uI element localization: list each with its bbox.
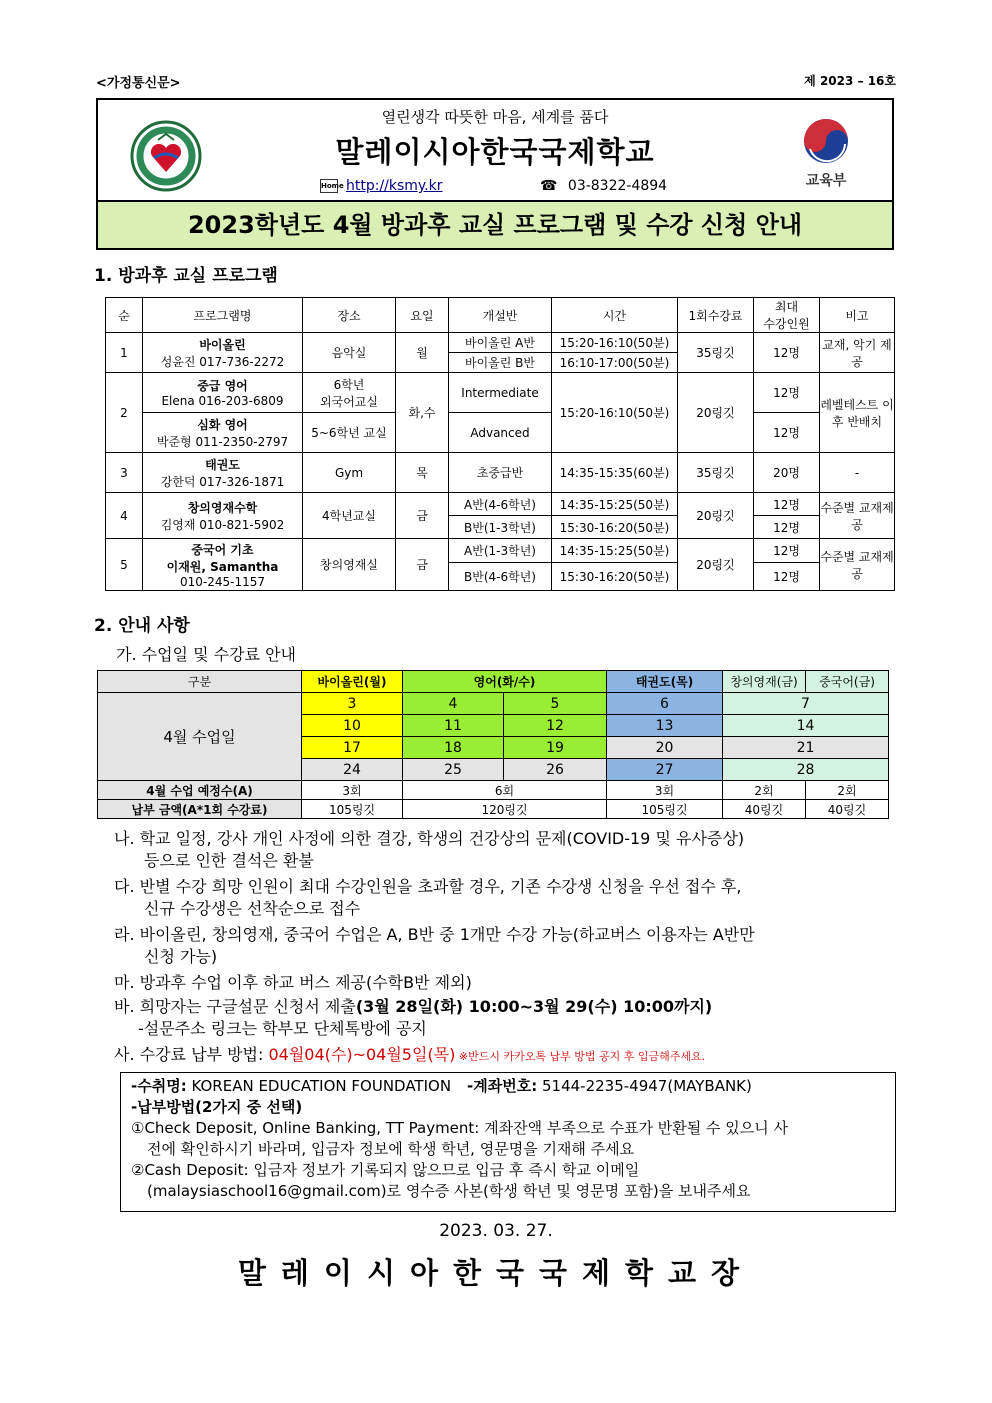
table-row: B반(1-3학년) 15:30-16:20(50분) 12명 <box>106 516 895 539</box>
schedule-week-row: 4월 수업일 3 4 5 6 7 <box>98 693 889 715</box>
schedule-week-row: 10 11 12 13 14 <box>98 715 889 737</box>
subsection-a: 가. 수업일 및 수강료 안내 <box>116 645 296 664</box>
schedule-week-row: 24 25 26 27 28 <box>98 759 889 781</box>
phone-number: 03-8322-4894 <box>567 178 668 194</box>
col-day: 요일 <box>396 298 449 333</box>
table-row: 바이올린 B반 16:10-17:00(50분) <box>106 353 895 373</box>
col-max: 최대 수강인원 <box>754 298 820 333</box>
col-time: 시간 <box>552 298 678 333</box>
col-class: 개설반 <box>449 298 552 333</box>
table-row: 심화 영어 박준형 011-2350-2797 5~6학년 교실 Advanced 12명 <box>106 413 895 453</box>
table-header-row <box>106 298 895 333</box>
col-name: 프로그램명 <box>143 298 303 333</box>
table-row: 3 태권도 강한덕 017-326-1871 Gym 목 초중급반 14:35-15:35(60분) 35링깃 20명 - <box>106 453 895 493</box>
note-ma: 마. 방과후 수업 이후 하교 버스 제공(수학B반 제외) <box>114 973 472 992</box>
col-place: 장소 <box>303 298 396 333</box>
phone-icon: ☎ <box>540 178 558 194</box>
school-name: 말레이시아한국국제학교 <box>335 135 655 169</box>
col-fee: 1회수강료 <box>678 298 754 333</box>
payment-option-2: ②Cash Deposit: 입금자 정보가 기록되지 않으므로 입금 후 즉시 학교 이메일 <box>131 1161 640 1179</box>
doc-type-label: <가정통신문> <box>96 76 181 91</box>
phone-contact <box>540 178 667 194</box>
program-table <box>105 297 895 591</box>
page-title: 2023학년도 4월 방과후 교실 프로그램 및 수강 신청 안내 <box>96 202 894 250</box>
col-no: 순 <box>106 298 143 333</box>
schedule-week-row: 17 18 19 20 21 <box>98 737 889 759</box>
website-url[interactable]: http://ksmy.kr <box>346 178 443 194</box>
bank-info-box: -수취명: KOREAN EDUCATION FOUNDATION -계좌번호: 5144-2235-4947(MAYBANK) -납부방법(2가지 중 선택) ①Check Deposit, Online Banking, TT Payment: 계좌잔액 부족으로 수표가 반환될 수 있으니 사 전에 확인하시기 바라며, 입금자 정보에 학생 학년, 영문명을 기재해 주세요 ②Cash Deposit: 입금자 정보가 기록되지 않으므로 입금 후 즉시 학교 이메일 (malaysiaschool16@gmail.com)로 영수증 사본(학생 학년 및 영문명 포함)을 보내주세요 <box>120 1072 896 1212</box>
schedule-table <box>97 670 889 819</box>
section2-heading: 2. 안내 사항 <box>94 616 190 636</box>
table-row: 4 창의영재수학 김영재 010-821-5902 4학년교실 금 A반(4-6학년) 14:35-15:25(50분) 20링깃 12명 수준별 교재제공 <box>106 493 895 516</box>
home-icon: Home <box>320 179 338 193</box>
doc-number: 제 2023 – 16호 <box>804 74 896 88</box>
table-row: 2 중급 영어 Elena 016-203-6809 6학년 외국어교실 화,수 Intermediate 15:20-16:10(50분) 20링깃 12명 레벨테스트 이후 반배치 <box>106 373 895 413</box>
ministry-name: 교육부 <box>805 173 847 189</box>
payment-option-1: ①Check Deposit, Online Banking, TT Payment: 계좌잔액 부족으로 수표가 반환될 수 있으니 사 <box>131 1119 789 1137</box>
principal-signature: 말레이시아한국국제학교장 <box>237 1256 755 1290</box>
table-row: B반(4-6학년) 15:30-16:20(50분) 12명 <box>106 563 895 591</box>
note-na: 나. 학교 일정, 강사 개인 사정에 의한 결강, 학생의 건강상의 문제(COVID-19 및 유사증상) 등으로 인한 결석은 환불 <box>114 829 745 870</box>
masthead <box>96 98 894 202</box>
note-sa: 사. 수강료 납부 방법: 04월04(수)~04월5일(목) ※반드시 카카오톡 납부 방법 공지 후 입금해주세요. <box>114 1045 706 1064</box>
note-da: 다. 반별 수강 희망 인원이 최대 수강인원을 초과할 경우, 기존 수강생 신청을 우선 접수 후, 신규 수강생은 선착순으로 접수 <box>114 877 742 918</box>
table-row: 1 바이올린 성윤진 017-736-2272 음악실 월 바이올린 A반 15:20-16:10(50분) 35링깃 12명 교재, 악기 제공 <box>106 333 895 353</box>
bank-account-line: -수취명: KOREAN EDUCATION FOUNDATION -계좌번호: 5144-2235-4947(MAYBANK) <box>131 1077 752 1095</box>
col-note: 비고 <box>820 298 895 333</box>
website-link[interactable] <box>320 178 443 194</box>
ministry-logo <box>786 112 866 192</box>
schedule-header-row: 구분 바이올린(월) 영어(화/수) 태권도(목) 창의영재(금) 중국어(금) <box>98 671 889 693</box>
taegeuk-icon <box>801 116 851 166</box>
note-ra: 라. 바이올린, 창의영재, 중국어 수업은 A, B반 중 1개만 수강 가능(하교버스 이용자는 A반만 신청 가능) <box>114 925 755 966</box>
schedule-fee-row: 납부 금액(A*1회 수강료) 105링깃 120링깃 105링깃 40링깃 40링깃 <box>98 800 889 819</box>
note-ba: 바. 희망자는 구글설문 신청서 제출(3월 28일(화) 10:00~3월 29(수) 10:00까지) -설문주소 링크는 학부모 단체톡방에 공지 <box>114 997 713 1038</box>
issue-date: 2023. 03. 27. <box>439 1221 553 1241</box>
schedule-count-row: 4월 수업 예정수(A) 3회 6회 3회 2회 2회 <box>98 781 889 800</box>
table-row: 5 중국어 기초 이재원, Samantha 010-245-1157 창의영재실 금 A반(1-3학년) 14:35-15:25(50분) 20링깃 12명 수준별 교재제공 <box>106 539 895 563</box>
payment-method-heading: -납부방법(2가지 중 선택) <box>131 1098 303 1116</box>
section1-heading: 1. 방과후 교실 프로그램 <box>94 266 278 286</box>
school-motto: 열린생각 따뜻한 마음, 세계를 품다 <box>381 108 609 126</box>
